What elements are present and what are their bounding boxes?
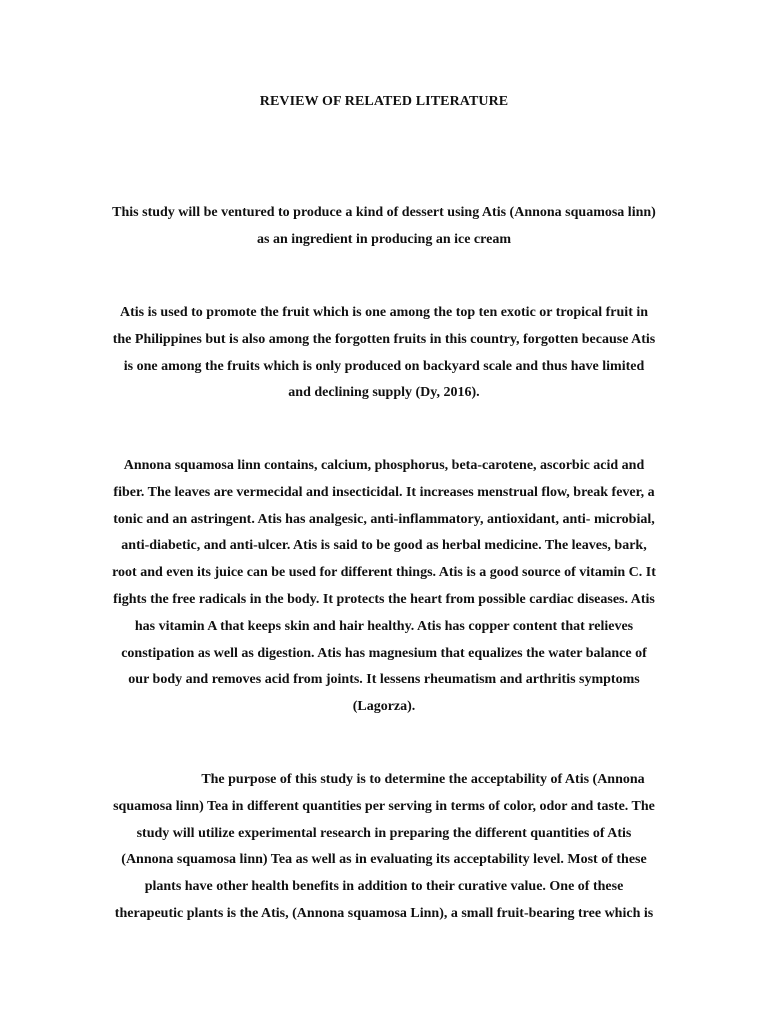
paragraph-line [84,767,684,794]
paragraph-line: study will utilize experimental research in preparing the different quantities of Atis [136,825,632,841]
paragraph-line: (Annona squamosa linn) Tea as well as in evaluating its acceptability level. Most of these [121,852,647,868]
paragraph-purpose [84,767,684,928]
paragraph-line: (Lagorza). [352,699,416,715]
paragraph-line-text: The purpose of this study is to determine the acceptability of Atis (Annona [201,772,645,787]
paragraph-line: our body and removes acid from joints. It lessens rheumatism and arthritis symptoms [128,672,640,688]
paragraph-line: as an ingredient in producing an ice cream [257,231,511,247]
page-title: REVIEW OF RELATED LITERATURE [259,94,509,109]
paragraph-atis-promotion [84,300,684,407]
paragraph-line: therapeutic plants is the Atis, (Annona squamosa Linn), a small fruit-bearing tree which is [114,905,654,921]
paragraph-line: squamosa linn) Tea in different quantities per serving in terms of color, odor and taste. The [113,798,655,814]
paragraph-line: fights the free radicals in the body. It protects the heart from possible cardiac diseases. Atis [113,591,655,607]
paragraph-line: This study will be ventured to produce a kind of dessert using Atis (Annona squamosa linn) [112,205,656,220]
paragraph-line: constipation as well as digestion. Atis has magnesium that equalizes the water balance of [121,645,647,661]
paragraph-line: tonic and an astringent. Atis has analgesic, anti-inflammatory, antioxidant, anti- microbial, [113,511,655,527]
paragraph-line: fiber. The leaves are vermecidal and insecticidal. It increases menstrual flow, break fever, a [113,484,655,500]
paragraph-line: anti-diabetic, and anti-ulcer. Atis is said to be good as herbal medicine. The leaves, bark, [121,538,647,554]
paragraph-nutrients [80,453,688,721]
paragraph-line: the Philippines but is also among the forgotten fruits in this country, forgotten because Atis [112,331,656,347]
paragraph-line: plants have other health benefits in addition to their curative value. One of these [144,879,624,895]
paragraph-line: is one among the fruits which is only produced on backyard scale and thus have limited [123,358,645,374]
paragraph-line: root and even its juice can be used for different things. Atis is a good source of vitamin C. It [112,565,656,581]
paragraph-line: and declining supply (Dy, 2016). [288,385,480,401]
paragraph-line: has vitamin A that keeps skin and hair healthy. Atis has copper content that relieves [134,618,634,634]
paragraph-intro [84,200,684,254]
paragraph-line: Annona squamosa linn contains, calcium, phosphorus, beta-carotene, ascorbic acid and [123,458,645,473]
paragraph-line: Atis is used to promote the fruit which is one among the top ten exotic or tropical fruit in [119,305,649,320]
